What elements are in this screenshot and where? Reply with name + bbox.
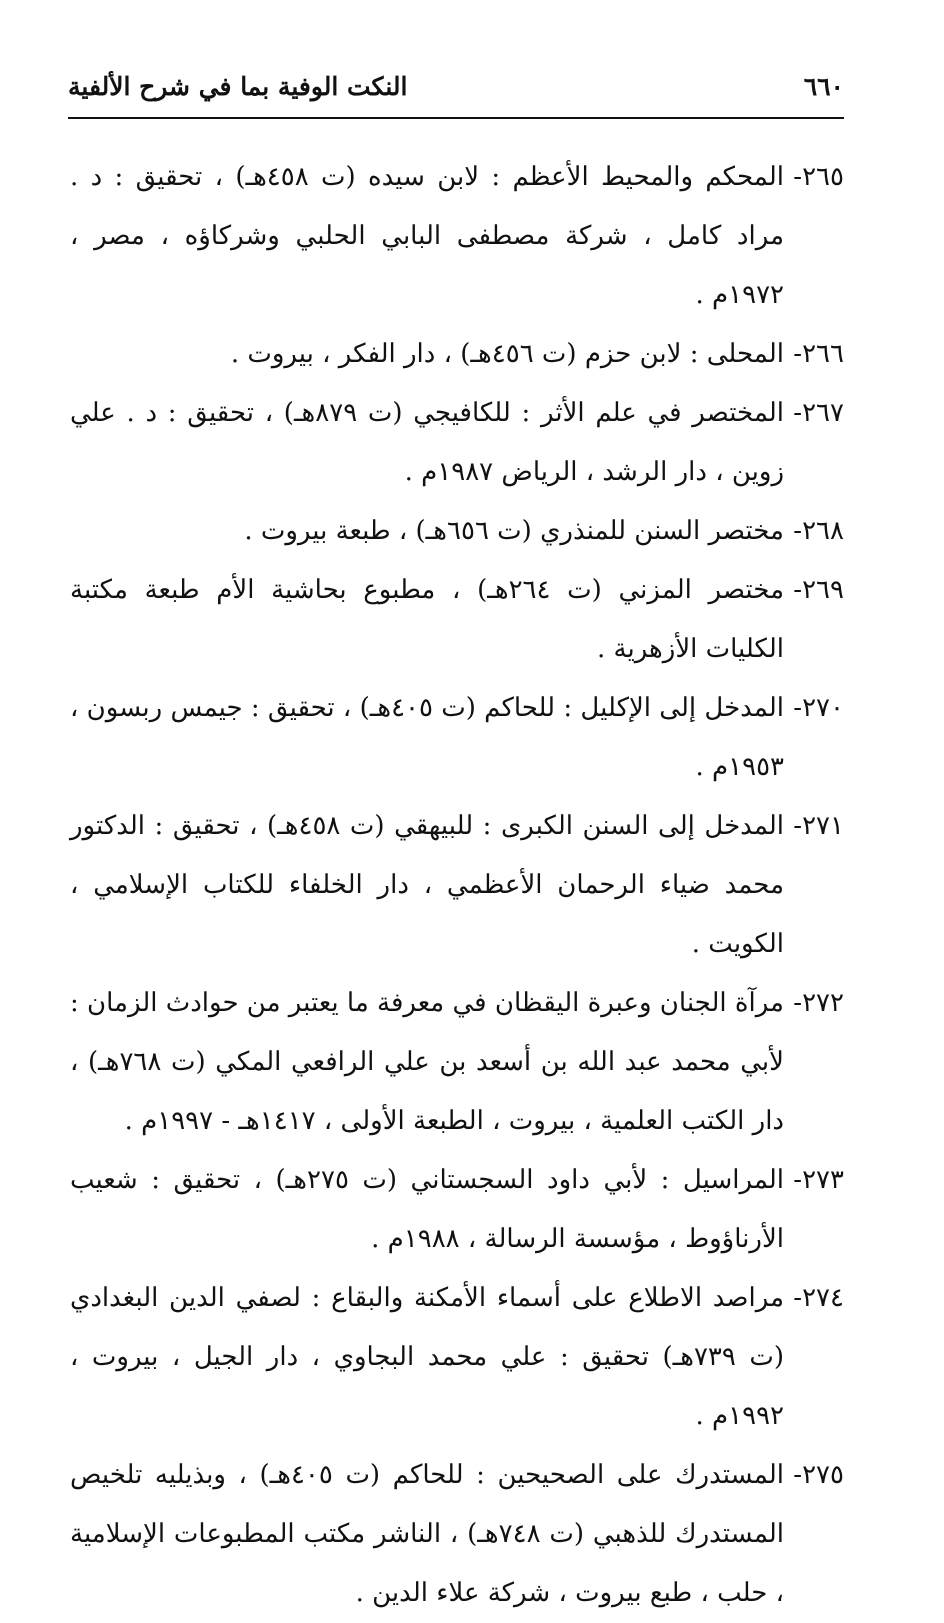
entry-number: ٢٧٠- (793, 693, 844, 723)
entry-text: مختصر السنن للمنذري (ت ٦٥٦هـ) ، طبعة بيروت . (244, 516, 784, 546)
page-header (68, 68, 844, 114)
entry-text: مرآة الجنان وعبرة اليقظان في معرفة ما يعتبر من حوادث الزمان : لأبي محمد عبد الله بن أسعد بن علي الرافعي المكي (ت ٧٦٨هـ) ، دار الكتب العلمية ، بيروت ، الطبعة الأولى ، ١٤١٧هـ - ١٩٩٧م . (70, 988, 784, 1136)
entry-number: ٢٧٥- (793, 1460, 844, 1490)
bibliography-entry (70, 325, 844, 384)
entry-number: ٢٦٨- (793, 516, 844, 546)
bibliography-entry (70, 974, 844, 1151)
entry-text: المستدرك على الصحيحين : للحاكم (ت ٤٠٥هـ) ، وبذيليه تلخيص المستدرك للذهبي (ت ٧٤٨هـ) ، الناشر مكتب المطبوعات الإسلامية ، حلب ، طبع بيروت ، شركة علاء الدين . (70, 1460, 785, 1608)
entry-text: المراسيل : لأبي داود السجستاني (ت ٢٧٥هـ) ، تحقيق : شعيب الأرناؤوط ، مؤسسة الرسالة ، ١٩٨٨م . (70, 1165, 784, 1254)
entry-number: ٢٦٥- (793, 162, 844, 192)
bibliography-entry (70, 502, 844, 561)
entry-number: ٢٧٣- (793, 1165, 844, 1195)
bibliography-entry (70, 384, 844, 502)
bibliography-list (70, 148, 844, 1623)
entry-text: المحلى : لابن حزم (ت ٤٥٦هـ) ، دار الفكر ، بيروت . (230, 339, 784, 369)
entry-text: المختصر في علم الأثر : للكافيجي (ت ٨٧٩هـ) ، تحقيق : د . علي زوين ، دار الرشد ، الرياض ١٩٨٧م . (70, 398, 784, 487)
entry-number: ٢٧٢- (793, 988, 844, 1018)
entry-text: المدخل إلى السنن الكبرى : للبيهقي (ت ٤٥٨هـ) ، تحقيق : الدكتور محمد ضياء الرحمان الأعظمي ، دار الخلفاء للكتاب الإسلامي ، الكويت . (70, 811, 784, 959)
running-title: النكت الوفية بما في شرح الألفية (68, 72, 408, 101)
bibliography-entry (70, 148, 844, 325)
entry-text: مراصد الاطلاع على أسماء الأمكنة والبقاع : لصفي الدين البغدادي (ت ٧٣٩هـ) تحقيق : علي محمد البجاوي ، دار الجيل ، بيروت ، ١٩٩٢م . (70, 1283, 784, 1431)
entry-number: ٢٧٤- (793, 1283, 844, 1313)
entry-number: ٢٧١- (793, 811, 844, 841)
entry-number: ٢٦٩- (793, 575, 844, 605)
header-rule (68, 117, 844, 119)
bibliography-entry (70, 561, 844, 679)
bibliography-entry (70, 1151, 844, 1269)
bibliography-entry (70, 1269, 844, 1446)
entry-text: المحكم والمحيط الأعظم : لابن سيده (ت ٤٥٨هـ) ، تحقيق : د . مراد كامل ، شركة مصطفى البابي الحلبي وشركاؤه ، مصر ، ١٩٧٢م . (70, 162, 784, 310)
bibliography-entry (70, 679, 844, 797)
bibliography-entry (70, 797, 844, 974)
entry-text: المدخل إلى الإكليل : للحاكم (ت ٤٠٥هـ) ، تحقيق : جيمس ربسون ، ١٩٥٣م . (70, 693, 784, 782)
page-number: ٦٦٠ (803, 72, 844, 101)
entry-number: ٢٦٧- (793, 398, 844, 428)
entry-number: ٢٦٦- (793, 339, 844, 369)
entry-text: مختصر المزني (ت ٢٦٤هـ) ، مطبوع بحاشية الأم طبعة مكتبة الكليات الأزهرية . (70, 575, 784, 664)
bibliography-entry (70, 1446, 844, 1623)
